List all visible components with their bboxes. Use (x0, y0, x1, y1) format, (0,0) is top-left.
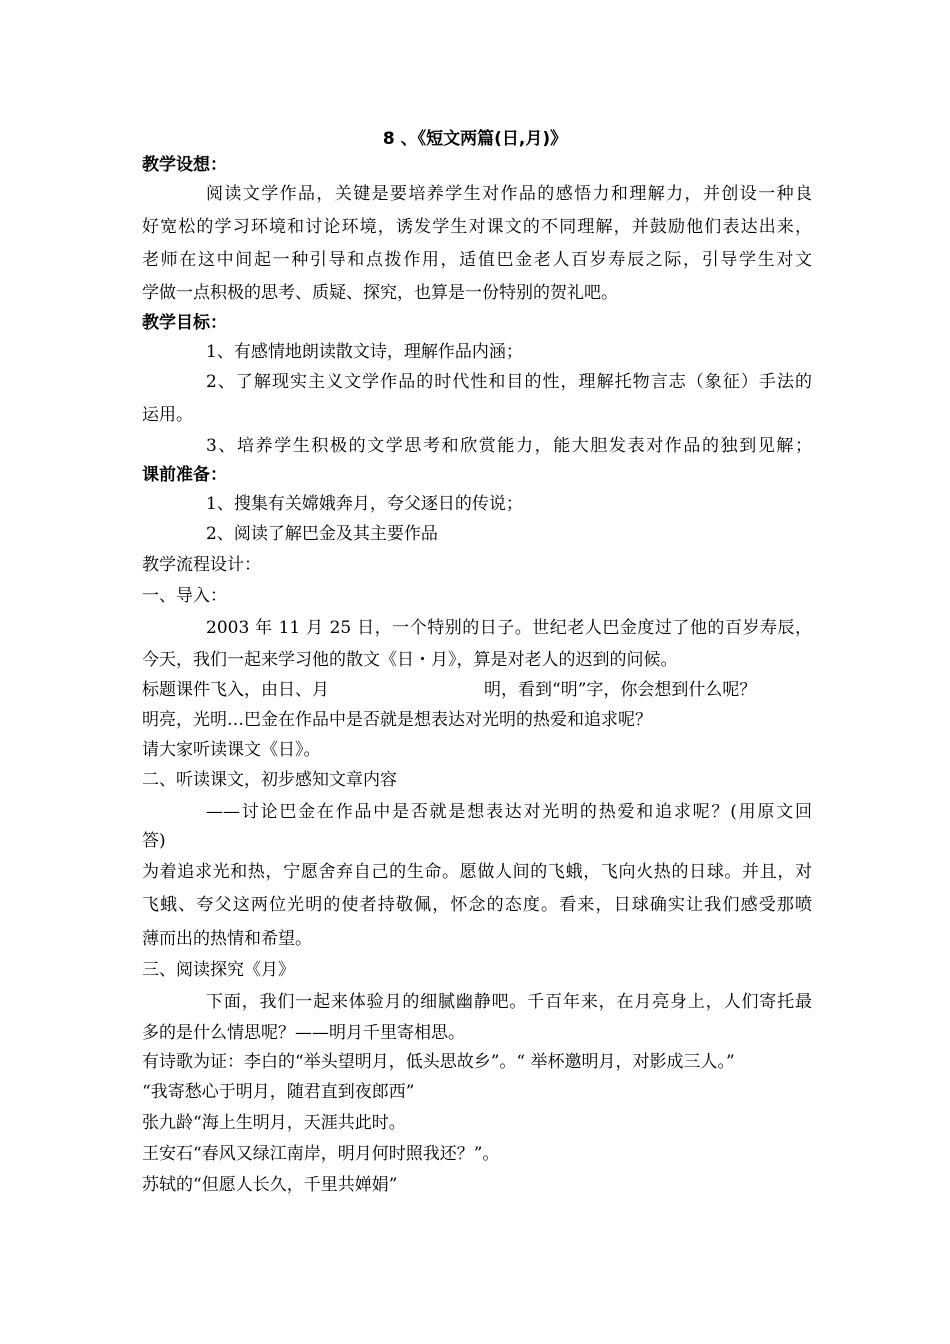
step2-line-continued: 答) (142, 831, 166, 851)
prep-item: 1、搜集有关嫦娥奔月，夸父逐日的传说； (206, 494, 523, 514)
design-line: 学做一点积极的思考、质疑、探究，也算是一份特别的贺礼吧。 (142, 283, 618, 303)
prep-item: 2、阅读了解巴金及其主要作品 (206, 524, 438, 544)
step2-paragraph-line: 薄而出的热情和希望。 (142, 929, 312, 949)
step1-line-right: 明，看到“明”字，你会想到什么呢？ (484, 680, 757, 700)
prep-heading: 课前准备： (142, 465, 227, 485)
goal-item: 1、有感情地朗读散文诗，理解作品内涵； (206, 342, 523, 362)
step1-heading: 一、导入： (142, 586, 227, 606)
step3-line: 有诗歌为证：李白的“举头望明月，低头思故乡”。“ 举杯邀明月，对影成三人。” (142, 1052, 735, 1072)
step3-line: 多的是什么情思呢？——明月千里寄相思。 (142, 1023, 465, 1043)
step1-line: 今天，我们一起来学习他的散文《日・月》，算是对老人的迟到的问候。 (142, 650, 678, 670)
step3-line: 张九龄“海上生明月，天涯共此时。 (142, 1113, 406, 1133)
step3-line: 王安石“春风又绿江南岸，明月何时照我还？”。 (142, 1144, 500, 1164)
step2-paragraph-line: 为着追求光和热，宁愿舍弃自己的生命。愿做人间的飞蛾，飞向火热的日球。并且，对 (142, 862, 812, 882)
design-line: 阅读文学作品，关键是要培养学生对作品的感悟力和理解力，并创设一种良 (206, 184, 812, 204)
step1-line: 明亮，光明…巴金在作品中是否就是想表达对光明的热爱和追求呢？ (142, 710, 652, 730)
goals-heading: 教学目标： (142, 313, 227, 333)
step2-heading: 二、听读课文，初步感知文章内容 (142, 770, 397, 790)
design-line: 好宽松的学习环境和讨论环境，诱发学生对课文的不同理解，并鼓励他们表达出来， (142, 217, 812, 237)
goal-item: 3、培养学生积极的文学思考和欣赏能力，能大胆发表对作品的独到见解； (206, 436, 812, 456)
step1-line-left: 标题课件飞入，由日、月 (142, 680, 329, 700)
step1-line: 2003 年 11 月 25 日，一个特别的日子。世纪老人巴金度过了他的百岁寿辰， (206, 618, 812, 638)
design-heading: 教学设想： (142, 155, 227, 175)
step3-line: 下面，我们一起来体验月的细腻幽静吧。千百年来，在月亮身上，人们寄托最 (206, 992, 812, 1012)
flow-heading: 教学流程设计： (142, 555, 261, 575)
step1-line: 请大家听读课文《日》。 (142, 740, 321, 760)
step3-line: 苏轼的“但愿人长久，千里共婵娟” (142, 1175, 398, 1195)
step2-line: ——讨论巴金在作品中是否就是想表达对光明的热爱和追求呢？(用原文回 (206, 802, 812, 822)
goal-item-continued: 运用。 (142, 405, 193, 425)
step2-paragraph-line: 飞蛾、夸父这两位光明的使者持敬佩，怀念的态度。看来，日球确实让我们感受那喷 (142, 895, 812, 915)
goal-item: 2、了解现实主义文学作品的时代性和目的性，理解托物言志（象征）手法的 (206, 372, 812, 392)
step3-line: “我寄愁心于明月，随君直到夜郎西” (142, 1082, 415, 1102)
document-title: 8 、《短文两篇(日,月)》 (382, 129, 568, 149)
design-line: 老师在这中间起一种引导和点拨作用，适值巴金老人百岁寿辰之际，引导学生对文 (142, 250, 812, 270)
step3-heading: 三、阅读探究《月》 (142, 960, 295, 980)
